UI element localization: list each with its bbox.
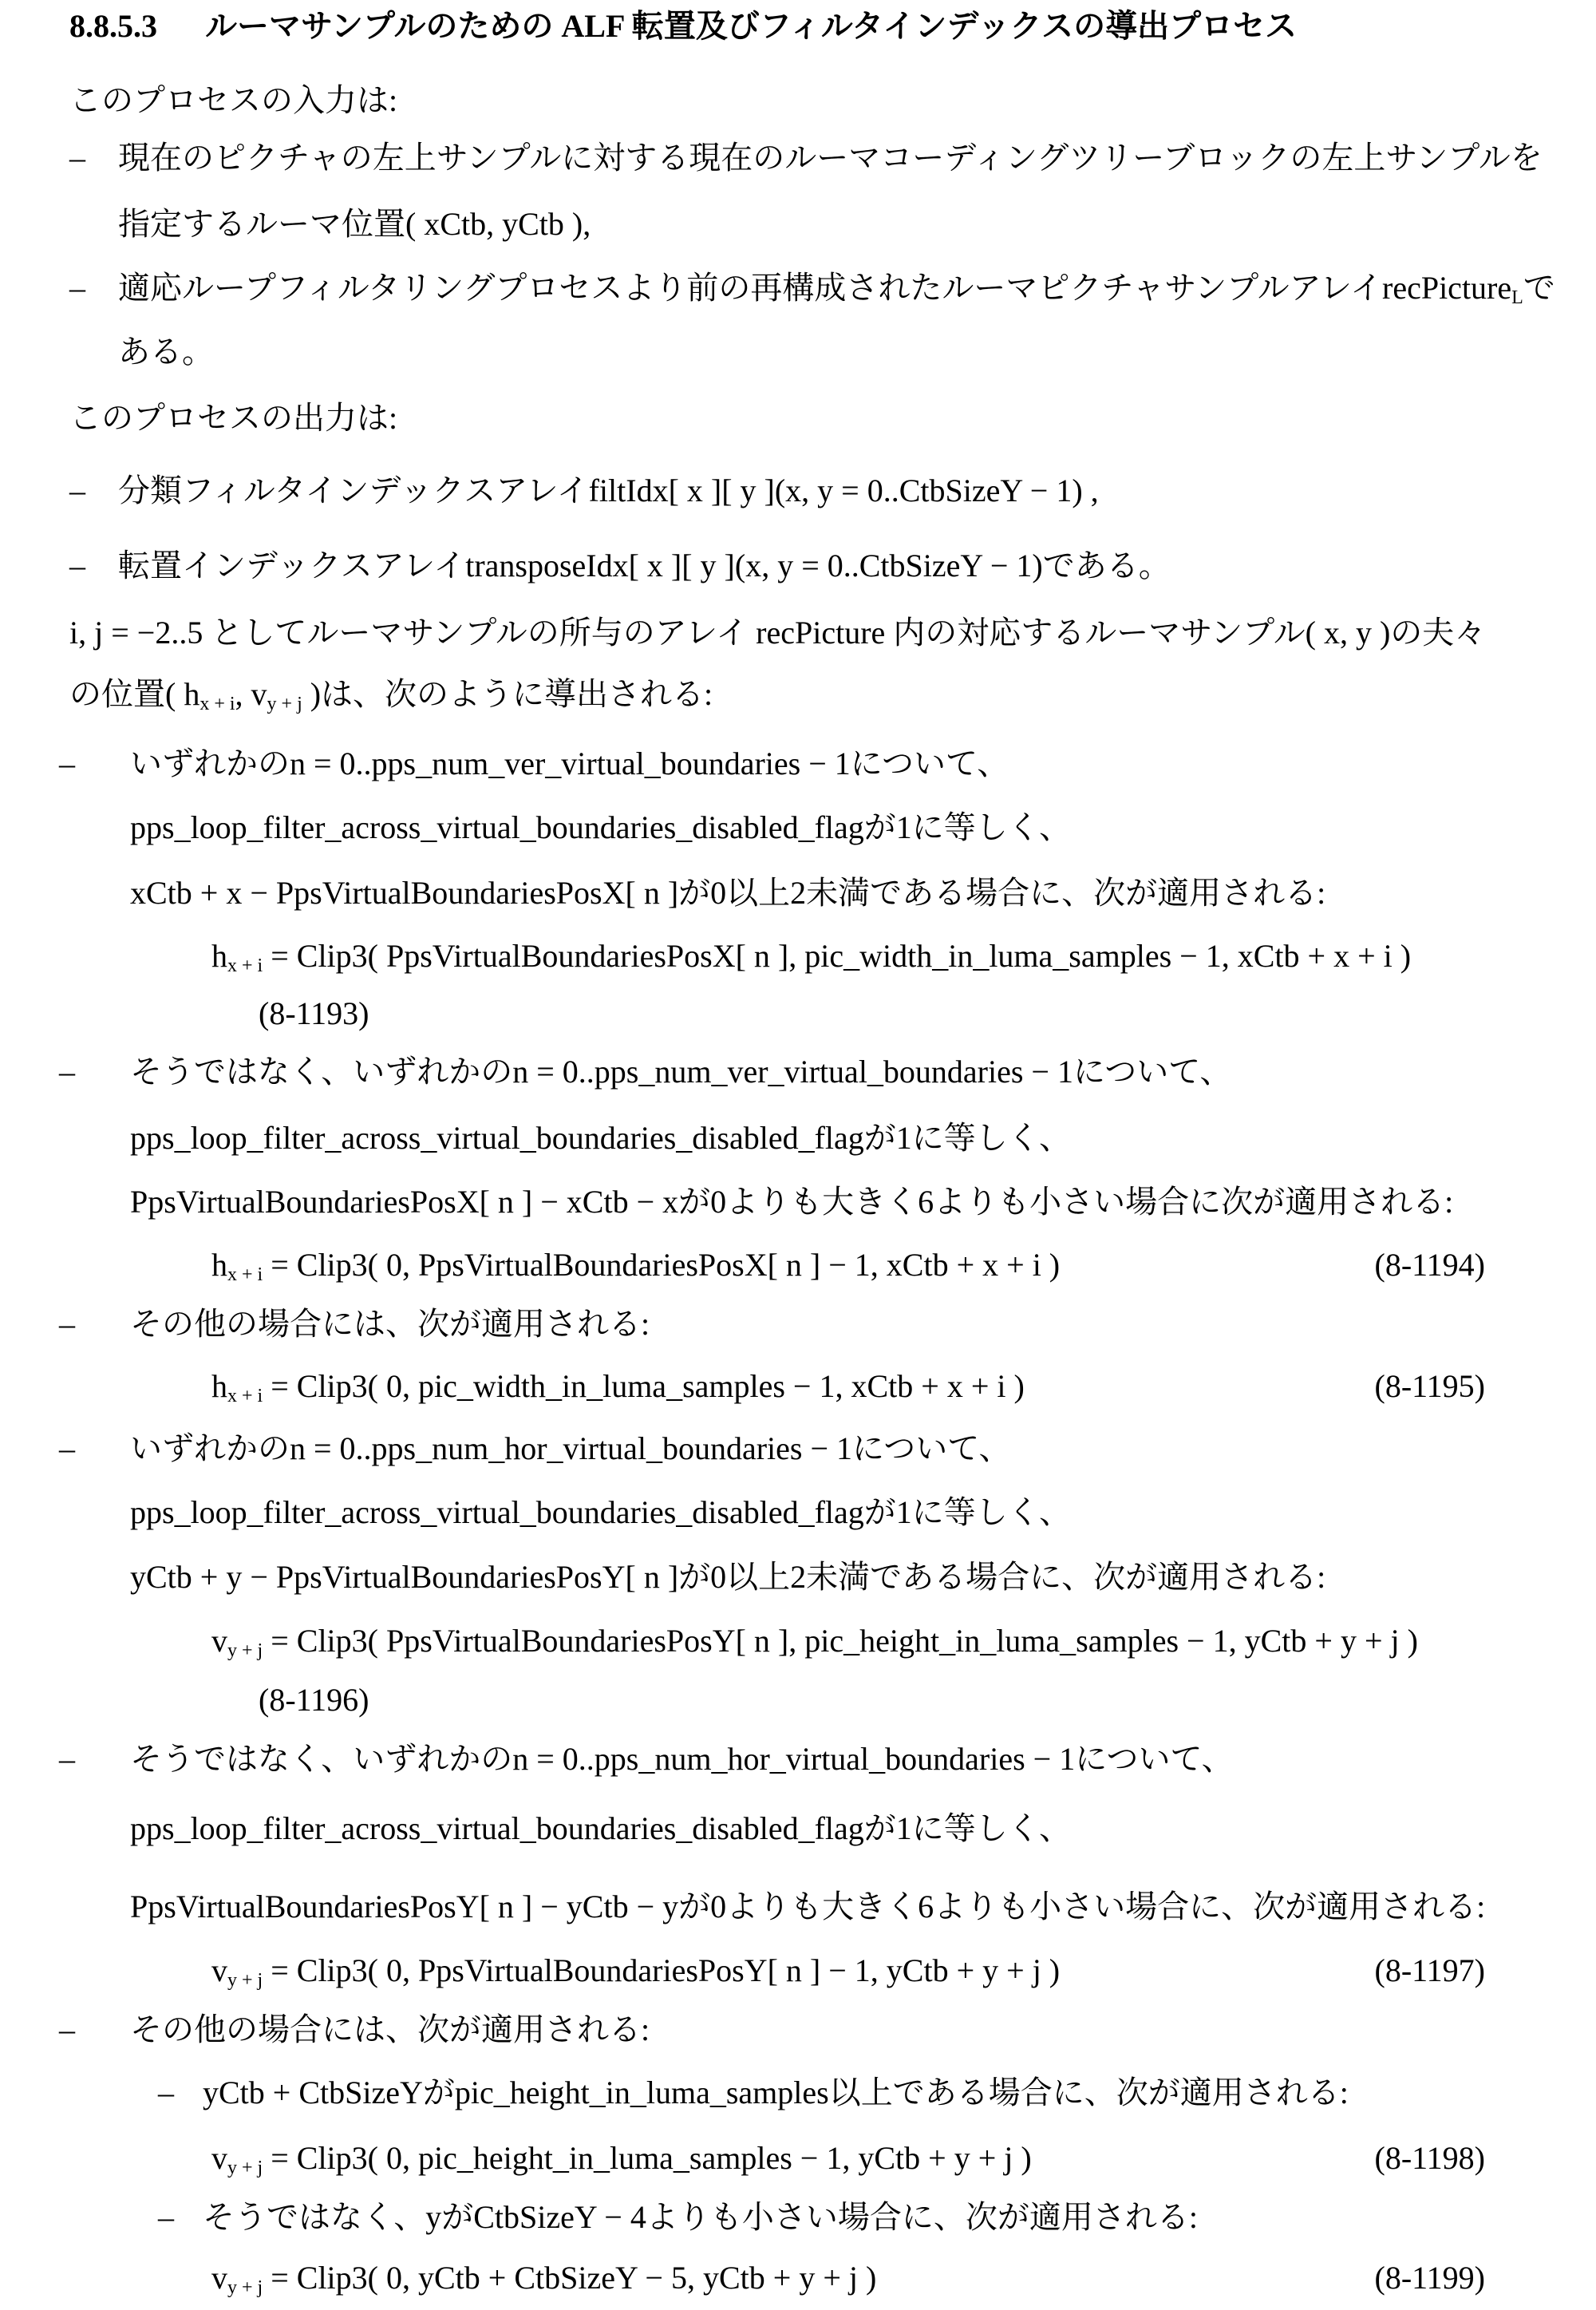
condition-4-line-1: いずれかのn = 0..pps_num_hor_virtual_boundaries − 1について、: [130, 1426, 1010, 1471]
input-2-line-1: [118, 266, 1555, 311]
text: 適応ループフィルタリングプロセスより前の再構成されたルーマピクチャサンプルアレイrecPicture: [118, 270, 1511, 306]
condition-2-line-1: そうではなく、いずれかのn = 0..pps_num_ver_virtual_boundaries − 1について、: [130, 1050, 1231, 1094]
input-1-line-1: 現在のピクチャの左上サンプルに対する現在のルーマコーディングツリーブロックの左上サンプルを: [118, 136, 1543, 180]
dash: –: [69, 544, 85, 588]
equation-number: (8-1198): [1375, 2136, 1485, 2181]
formula: = Clip3( 0, pic_height_in_luma_samples − 1, yCtb + y + j ): [263, 2140, 1032, 2176]
otherwise-1: その他の場合には、次が適用される:: [130, 1302, 650, 1347]
formula: = Clip3( 0, pic_width_in_luma_samples − 1, xCtb + x + i ): [263, 1368, 1025, 1404]
dash: –: [59, 1302, 75, 1347]
otherwise-2: その他の場合には、次が適用される:: [130, 2007, 650, 2052]
var: v: [211, 2140, 227, 2176]
condition-5-line-1: そうではなく、いずれかのn = 0..pps_num_hor_virtual_boundaries − 1について、: [130, 1737, 1234, 1782]
equation-8-1198: [211, 2136, 1032, 2181]
equation-number: (8-1193): [259, 991, 369, 1036]
equation-8-1194: [211, 1243, 1060, 1288]
var: v: [211, 2260, 227, 2296]
equation-number: (8-1194): [1375, 1243, 1485, 1288]
dash: –: [59, 742, 75, 786]
formula: = Clip3( PpsVirtualBoundariesPosX[ n ], pic_width_in_luma_samples − 1, xCtb + x + i ): [263, 938, 1411, 974]
equation-number: (8-1197): [1375, 1948, 1485, 1993]
formula: = Clip3( 0, PpsVirtualBoundariesPosY[ n ] − 1, yCtb + y + j ): [263, 1952, 1060, 1988]
dash: –: [59, 1426, 75, 1471]
subscript: x + i: [200, 694, 235, 714]
dash: –: [59, 1737, 75, 1782]
equation-number: (8-1195): [1375, 1364, 1485, 1409]
dash: –: [59, 2007, 75, 2052]
dash: –: [69, 266, 85, 311]
sub-condition-2: そうではなく、yがCtbSizeY − 4よりも小さい場合に、次が適用される:: [203, 2195, 1198, 2240]
condition-1-line-3: xCtb + x − PpsVirtualBoundariesPosX[ n ]が0以上2未満である場合に、次が適用される:: [130, 871, 1325, 916]
equation-8-1196: [211, 1619, 1418, 1663]
equation-8-1197: [211, 1948, 1060, 1993]
output-2: 転置インデックスアレイtransposeIdx[ x ][ y ](x, y = 0..CtbSizeY − 1)である。: [118, 544, 1171, 588]
formula: = Clip3( PpsVirtualBoundariesPosY[ n ], pic_height_in_luma_samples − 1, yCtb + y + j ): [263, 1623, 1418, 1659]
outputs-intro: このプロセスの出力は:: [69, 396, 397, 441]
subscript: y + j: [227, 2277, 263, 2298]
var: h: [211, 938, 227, 974]
condition-4-line-3: yCtb + y − PpsVirtualBoundariesPosY[ n ]が0以上2未満である場合に、次が適用される:: [130, 1555, 1325, 1600]
equation-8-1193: [211, 934, 1411, 979]
text: で: [1523, 270, 1555, 306]
var: v: [211, 1952, 227, 1988]
condition-2-line-2: pps_loop_filter_across_virtual_boundaries_disabled_flagが1に等しく、: [130, 1116, 1071, 1161]
input-1-line-2: 指定するルーマ位置( xCtb, yCtb ),: [118, 202, 591, 247]
condition-2-line-3: PpsVirtualBoundariesPosX[ n ] − xCtb − xが0よりも大きく6よりも小さい場合に次が適用される:: [130, 1180, 1453, 1224]
input-2-line-2: ある。: [118, 330, 214, 374]
text: の位置( h: [69, 676, 200, 712]
condition-5-line-2: pps_loop_filter_across_virtual_boundaries_disabled_flagが1に等しく、: [130, 1806, 1071, 1851]
equation-number: (8-1196): [259, 1678, 369, 1723]
equation-8-1199: [211, 2256, 876, 2300]
text: , v: [235, 676, 267, 712]
output-1: 分類フィルタインデックスアレイfiltIdx[ x ][ y ](x, y = 0..CtbSizeY − 1) ,: [118, 469, 1099, 513]
condition-4-line-2: pps_loop_filter_across_virtual_boundaries_disabled_flagが1に等しく、: [130, 1490, 1071, 1535]
equation-8-1195: [211, 1364, 1025, 1409]
condition-5-line-3: PpsVirtualBoundariesPosY[ n ] − yCtb − yが0よりも大きく6よりも小さい場合に、次が適用される:: [130, 1885, 1485, 1929]
var: v: [211, 1623, 227, 1659]
dash: –: [59, 1050, 75, 1094]
subscript: x + i: [227, 1264, 263, 1285]
subscript: x + i: [227, 1386, 263, 1406]
formula: = Clip3( 0, yCtb + CtbSizeY − 5, yCtb + y + j ): [263, 2260, 876, 2296]
condition-1-line-2: pps_loop_filter_across_virtual_boundaries_disabled_flagが1に等しく、: [130, 805, 1071, 850]
section-heading: [69, 4, 1297, 49]
subscript: y + j: [267, 694, 302, 714]
subscript: L: [1511, 287, 1523, 308]
condition-1-line-1: いずれかのn = 0..pps_num_ver_virtual_boundaries − 1について、: [130, 742, 1009, 786]
equation-number: (8-1199): [1375, 2256, 1485, 2300]
section-title: ルーマサンプルのための ALF 転置及びフィルタインデックスの導出プロセス: [205, 8, 1297, 44]
sub-condition-1: yCtb + CtbSizeYがpic_height_in_luma_samples以上である場合に、次が適用される:: [203, 2071, 1349, 2115]
formula: = Clip3( 0, PpsVirtualBoundariesPosX[ n ] − 1, xCtb + x + i ): [263, 1247, 1060, 1283]
section-number: 8.8.5.3: [69, 8, 157, 44]
paragraph-line-1: i, j = −2..5 としてルーマサンプルの所与のアレイ recPicture 内の対応するルーマサンプル( x, y )の夫々: [69, 611, 1486, 655]
var: h: [211, 1368, 227, 1404]
var: h: [211, 1247, 227, 1283]
dash: –: [158, 2071, 174, 2115]
subscript: y + j: [227, 1970, 263, 1991]
dash: –: [69, 136, 85, 180]
subscript: x + i: [227, 955, 263, 976]
dash: –: [69, 469, 85, 513]
subscript: y + j: [227, 2158, 263, 2178]
text: )は、次のように導出される:: [302, 676, 713, 712]
subscript: y + j: [227, 1640, 263, 1661]
inputs-intro: このプロセスの入力は:: [69, 78, 397, 123]
dash: –: [158, 2195, 174, 2240]
paragraph-line-2: [69, 672, 713, 717]
